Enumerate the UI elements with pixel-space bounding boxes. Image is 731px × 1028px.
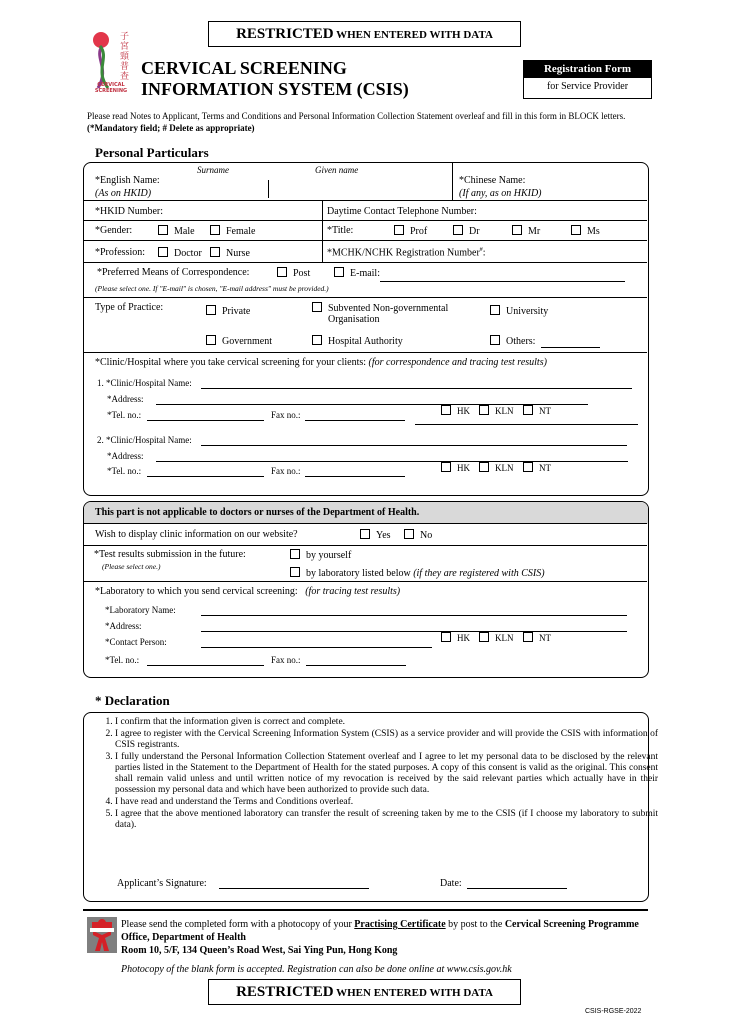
website-yes-checkbox[interactable] (360, 529, 370, 539)
date-label: Date: (440, 878, 462, 889)
email-checkbox[interactable] (334, 267, 344, 277)
prof-label: Prof (410, 226, 428, 237)
instructions: Please read Notes to Applicant, Terms and Conditions and Personal Information Collection Statement overleaf and fill in this form in BLOCK letters. (87, 111, 626, 121)
declaration-item: 4. I have read and understand the Terms and Conditions overleaf. (115, 797, 658, 808)
website-no-label: No (420, 530, 433, 541)
clinic2-nt-option[interactable] (523, 462, 551, 473)
lab-hk-option[interactable] (441, 632, 470, 643)
lab-tel-label: *Tel. no.: (105, 655, 140, 665)
lab-fax-input[interactable] (306, 665, 406, 666)
ha-checkbox[interactable] (312, 335, 322, 345)
mchk-input[interactable] (510, 244, 643, 259)
as-on-hkid-note: (As on HKID) (95, 188, 152, 199)
test-results-note: (Please select one.) (102, 562, 161, 571)
clinic2-name-input[interactable] (201, 445, 627, 446)
doctor-checkbox[interactable] (158, 247, 168, 257)
clinic2-name-label: 2. *Clinic/Hospital Name: (97, 435, 192, 445)
by-lab-note: (if they are registered with CSIS) (413, 568, 545, 579)
clinic1-nt-option[interactable] (523, 405, 551, 416)
clinic1-hk-checkbox[interactable] (441, 405, 451, 415)
mchk-label (327, 247, 486, 258)
restricted-small-text: WHEN ENTERED WITH DATA (336, 29, 493, 41)
gender-male-option[interactable] (158, 225, 195, 237)
declaration-title: * Declaration (95, 693, 170, 708)
subvented-label-2: Organisation (328, 314, 380, 325)
lab-heading-text: *Laboratory to which you send cervical screening: (95, 586, 298, 597)
reg-form-title: Registration Form (524, 61, 651, 78)
surname-label: Surname (197, 165, 229, 175)
mandatory-note: (*Mandatory field; # Delete as appropriate) (87, 123, 255, 133)
clinic1-kln-label: KLN (495, 406, 514, 416)
lab-contact-input[interactable] (201, 647, 432, 648)
logo-chinese-text: 子宮頸普查 (120, 32, 130, 82)
gender-label: *Gender: (95, 225, 133, 236)
clinic1-hk-option[interactable] (441, 405, 470, 416)
by-lab-label: by laboratory listed below (306, 568, 411, 579)
clinic1-nt-checkbox[interactable] (523, 405, 533, 415)
clinic2-address-input-1[interactable] (156, 461, 628, 462)
dh-logo-icon (87, 917, 117, 953)
footer-instructions (121, 918, 646, 957)
clinic1-address-input-2 (415, 424, 638, 425)
practice-subvented-option[interactable] (312, 302, 448, 325)
clinic2-hk-checkbox[interactable] (441, 462, 451, 472)
clinic2-hk-option[interactable] (441, 462, 470, 473)
mchk-colon: : (482, 247, 486, 259)
female-label: Female (226, 226, 256, 237)
personal-particulars-title: Personal Particulars (95, 145, 209, 160)
lab-hk-label: HK (457, 633, 470, 643)
declaration-item: 5. I agree that the above mentioned laboratory can transfer the result of screening taken by me to the CSIS (if I choose my laboratory to submit data). (115, 809, 658, 831)
lab-heading (95, 586, 400, 597)
subvented-checkbox[interactable] (312, 302, 322, 312)
dr-label: Dr (469, 226, 480, 237)
practice-government-option[interactable] (206, 335, 272, 347)
footer-divider (83, 909, 648, 911)
lab-address-label: *Address: (105, 621, 142, 631)
footer-send-1: Please send the completed form with a photocopy of your (121, 919, 352, 930)
by-yourself-option[interactable] (290, 549, 351, 561)
by-yourself-label: by yourself (306, 550, 352, 561)
practice-private-option[interactable] (206, 305, 250, 317)
pref-note: (Please select one. If "E-mail" is chosen, "E-mail address" must be provided.) (95, 284, 329, 293)
clinic1-address-label: *Address: (107, 394, 144, 404)
others-input[interactable] (541, 347, 600, 348)
chinese-name-input[interactable] (535, 172, 643, 196)
footer-office-1: Cervical Screening (504, 919, 586, 930)
daytime-tel-input[interactable] (495, 203, 643, 218)
female-checkbox[interactable] (210, 225, 220, 235)
website-yes-option[interactable] (360, 529, 391, 541)
department-of-health-logo (87, 917, 117, 953)
prof-checkbox[interactable] (394, 225, 404, 235)
practice-ha-option[interactable] (312, 335, 403, 347)
profession-label: *Profession: (95, 247, 145, 258)
email-input[interactable] (380, 281, 625, 282)
title-prof-option[interactable] (394, 225, 427, 237)
by-yourself-checkbox[interactable] (290, 549, 300, 559)
website-no-checkbox[interactable] (404, 529, 414, 539)
lab-tel-input[interactable] (147, 665, 264, 666)
lab-kln-option[interactable] (479, 632, 514, 643)
lab-hk-checkbox[interactable] (441, 632, 451, 642)
clinic2-address-label: *Address: (107, 451, 144, 461)
clinic2-fax-label: Fax no.: (271, 466, 301, 476)
clinic1-name-input[interactable] (201, 388, 632, 389)
restricted-big-text-bottom: RESTRICTED (236, 984, 334, 1000)
male-checkbox[interactable] (158, 225, 168, 235)
clinic1-tel-input[interactable] (147, 420, 264, 421)
subvented-label-1: Subvented Non-governmental (328, 303, 449, 314)
clinic2-hk-label: HK (457, 463, 470, 473)
gender-female-option[interactable] (210, 225, 255, 237)
dr-checkbox[interactable] (453, 225, 463, 235)
male-label: Male (174, 226, 195, 237)
dh-notice-text: This part is not applicable to doctors or nurses of the Department of Health. (95, 507, 420, 518)
clinic2-nt-checkbox[interactable] (523, 462, 533, 472)
restricted-banner-top (208, 21, 521, 47)
english-given-name-input[interactable] (270, 178, 450, 198)
post-checkbox[interactable] (277, 267, 287, 277)
website-no-option[interactable] (404, 529, 432, 541)
english-name-label: *English Name: (95, 175, 160, 186)
lab-nt-option[interactable] (523, 632, 551, 643)
lab-name-input[interactable] (201, 615, 627, 616)
restricted-big-text: RESTRICTED (236, 26, 334, 42)
website-yes-label: Yes (376, 530, 391, 541)
clinic2-tel-input[interactable] (147, 476, 264, 477)
clinic2-tel-label: *Tel. no.: (107, 466, 142, 476)
restricted-banner-bottom (208, 979, 521, 1005)
mchk-text: *MCHK/NCHK Registration Number (327, 247, 480, 259)
footer-address: Room 10, 5/F, 134 Queen’s Road West, Sai Ying Pun, Hong Kong (121, 945, 398, 956)
email-label: E-mail: (350, 268, 380, 279)
lab-nt-label: NT (539, 633, 551, 643)
declaration-item: 3. I fully understand the Personal Information Collection Statement overleaf and I agree to let my personal data to be disclosed by the relevant parties listed in the Statement to the Department of Health for the stated purposes. A copy of this consent is valid as the original. This consent shall remain valid unless and until written notice of my revocation is received by the said relevant parties which actually have in their possession my personal data and which have been authorized to provide such data. (115, 752, 658, 796)
practice-university-option[interactable] (490, 305, 548, 317)
lab-fax-label: Fax no.: (271, 655, 301, 665)
clinic2-kln-label: KLN (495, 463, 514, 473)
clinic-heading (95, 357, 547, 368)
footer-office-2: Programme Office, Department of Health (121, 919, 639, 943)
lab-heading-note: (for tracing test results) (305, 586, 401, 597)
practice-others-option[interactable] (490, 335, 535, 347)
private-label: Private (222, 306, 251, 317)
csis-logo (88, 28, 134, 100)
clinic1-kln-checkbox[interactable] (479, 405, 489, 415)
date-input[interactable] (467, 888, 567, 889)
signature-label: Applicant’s Signature: (117, 878, 207, 889)
ms-checkbox[interactable] (571, 225, 581, 235)
clinic1-hk-label: HK (457, 406, 470, 416)
by-lab-checkbox[interactable] (290, 567, 300, 577)
university-label: University (506, 306, 549, 317)
title-label: *Title: (327, 225, 354, 236)
post-label: Post (293, 268, 311, 279)
government-checkbox[interactable] (206, 335, 216, 345)
if-any-note: (If any, as on HKID) (459, 188, 542, 199)
government-label: Government (222, 336, 272, 347)
footer-send-2: by post to the (448, 919, 503, 930)
clinic2-nt-label: NT (539, 463, 551, 473)
lab-nt-checkbox[interactable] (523, 632, 533, 642)
nurse-label: Nurse (226, 248, 250, 259)
clinic1-nt-label: NT (539, 406, 551, 416)
pref-email-option[interactable] (334, 267, 380, 279)
footer-photocopy-note: Photocopy of the blank form is accepted. Registration can also be done online at www.csis.gov.hk (121, 964, 512, 975)
ms-label: Ms (587, 226, 600, 237)
clinic1-fax-input[interactable] (305, 420, 405, 421)
title-line-2: INFORMATION SYSTEM (CSIS) (141, 79, 409, 99)
title-dr-option[interactable] (453, 225, 480, 237)
clinic1-fax-label: Fax no.: (271, 410, 301, 420)
doctor-label: Doctor (174, 248, 202, 259)
test-results-label: *Test results submission in the future: (94, 549, 246, 560)
clinic2-fax-input[interactable] (305, 476, 405, 477)
mchk-hash: # (479, 247, 483, 253)
declaration-item: 2. I agree to register with the Cervical Screening Information System (CSIS) as a service provider and will provide the CSIS with information of CSIS registrants. (115, 729, 658, 751)
clinic1-kln-option[interactable] (479, 405, 514, 416)
clinic2-kln-checkbox[interactable] (479, 462, 489, 472)
clinic1-tel-label: *Tel. no.: (107, 410, 142, 420)
english-surname-input[interactable] (170, 178, 267, 198)
clinic1-name-label: 1. *Clinic/Hospital Name: (97, 378, 192, 388)
declaration-list (97, 717, 658, 832)
website-question: Wish to display clinic information on our website? (95, 529, 298, 540)
private-checkbox[interactable] (206, 305, 216, 315)
declaration-item: 1. I confirm that the information given is correct and complete. (115, 717, 658, 728)
title-mr-option[interactable] (512, 225, 540, 237)
pref-means-label: *Preferred Means of Correspondence: (97, 267, 250, 278)
title-ms-option[interactable] (571, 225, 600, 237)
clinic-heading-text: *Clinic/Hospital where you take cervical screening for your clients: (95, 357, 367, 368)
hkid-input[interactable] (172, 203, 317, 218)
reg-form-subtitle: for Service Provider (546, 81, 629, 92)
lab-address-input-1[interactable] (201, 631, 627, 632)
lab-name-label: *Laboratory Name: (105, 605, 176, 615)
others-checkbox[interactable] (490, 335, 500, 345)
practising-cert-text: Practising Certificate (354, 919, 446, 930)
mr-checkbox[interactable] (512, 225, 522, 235)
mr-label: Mr (528, 226, 541, 237)
lab-contact-label: *Contact Person: (105, 637, 167, 647)
given-name-label: Given name (315, 165, 359, 175)
clinic-heading-note: (for correspondence and tracing test results) (368, 357, 547, 368)
pref-post-option[interactable] (277, 267, 310, 279)
form-code: CSIS-RGSE-2022 (585, 1008, 642, 1015)
chinese-name-label: *Chinese Name: (459, 175, 526, 186)
daytime-tel-label: Daytime Contact Telephone Number: (327, 206, 477, 217)
hkid-label: *HKID Number: (95, 206, 164, 217)
lab-kln-checkbox[interactable] (479, 632, 489, 642)
registration-form-box (523, 60, 652, 99)
lab-kln-label: KLN (495, 633, 514, 643)
profession-doctor-option[interactable] (158, 247, 202, 259)
others-label: Others: (506, 336, 536, 347)
university-checkbox[interactable] (490, 305, 500, 315)
by-lab-option[interactable] (290, 567, 545, 579)
restricted-small-text-bottom: WHEN ENTERED WITH DATA (336, 987, 493, 999)
logo-caption: CERVICAL SCREENING (94, 82, 128, 94)
form-title (141, 58, 481, 100)
nurse-checkbox[interactable] (210, 247, 220, 257)
ha-label: Hospital Authority (328, 336, 403, 347)
title-line-1: CERVICAL SCREENING (141, 58, 347, 78)
profession-nurse-option[interactable] (210, 247, 250, 259)
signature-input[interactable] (219, 888, 369, 889)
type-practice-label: Type of Practice: (95, 302, 164, 313)
clinic2-kln-option[interactable] (479, 462, 514, 473)
